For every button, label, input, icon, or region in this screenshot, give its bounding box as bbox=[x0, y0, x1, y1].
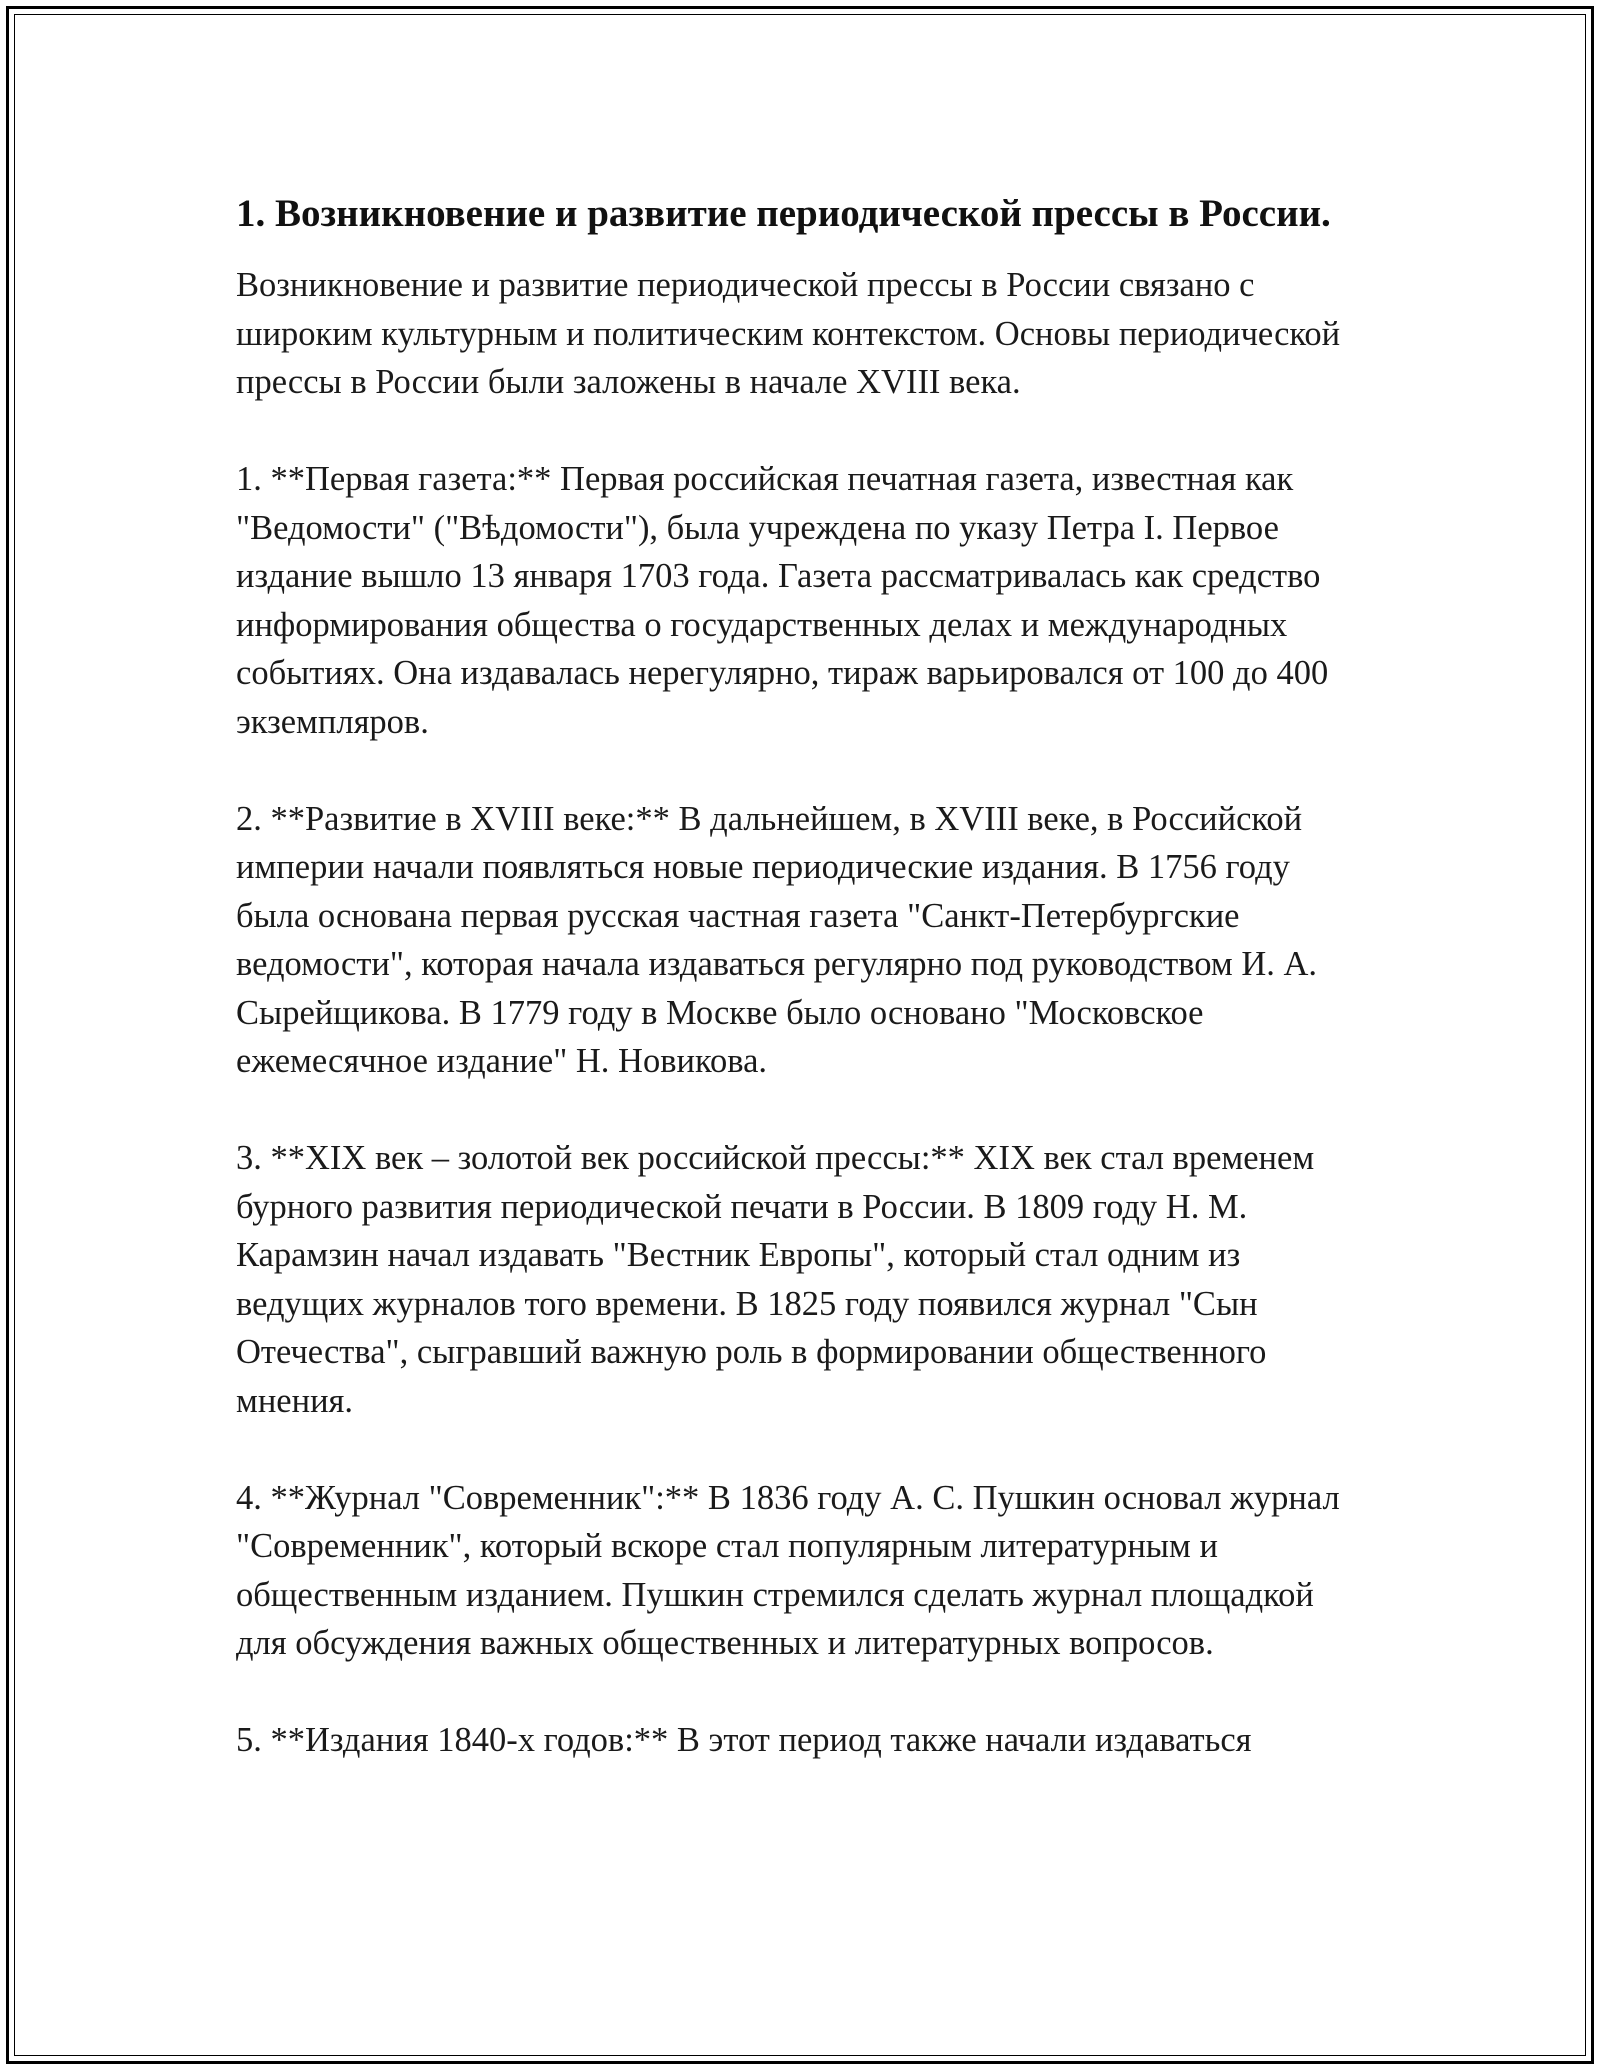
paragraph-1840s: 5. **Издания 1840-х годов:** В этот период также начали издаваться bbox=[236, 1721, 1252, 1759]
paragraph-18th-century: 2. **Развитие в XVIII веке:** В дальнейшем, в XVIII веке, в Российской империи начали появляться новые периодические издания. В 1756 году была основана первая русская частная газета "Санкт-Петербургские ведомости", которая начала издаваться регулярно под руководством И. А. Сырейщикова. В 1779 году в Москве было основано "Московское ежемесячное издание" Н. Новикова. bbox=[236, 799, 1318, 1080]
paragraph-first-newspaper: 1. **Первая газета:** Первая российская печатная газета, известная как "Ведомости" ("Вѣдомости"), была учреждена по указу Петра I. Первое издание вышло 13 января 1703 года. Газета рассматривалась как средство информирования общества о государственных делах и международных событиях. Она издавалась нерегулярно, тираж варьировался от 100 до 400 экземпляров. bbox=[236, 460, 1329, 741]
paragraph-19th-century: 3. **XIX век – золотой век российской прессы:** XIX век стал временем бурного развития периодической печати в России. В 1809 году Н. М. Карамзин начал издавать "Вестник Европы", который стал одним из ведущих журналов того времени. В 1825 году появился журнал "Сын Отечества", сыгравший важную роль в формировании общественного мнения. bbox=[236, 1139, 1315, 1420]
document-title: 1. Возникновение и развитие периодической прессы в России. bbox=[236, 192, 1331, 235]
document-body bbox=[236, 186, 1366, 1813]
paragraph-sovremennik: 4. **Журнал "Современник":** В 1836 году А. С. Пушкин основал журнал "Современник", который вскоре стал популярным литературным и общественным изданием. Пушкин стремился сделать журнал площадкой для обсуждения важных общественных и литературных вопросов. bbox=[236, 1478, 1340, 1662]
intro-paragraph: Возникновение и развитие периодической прессы в России связано с широким культурным и политическим контекстом. Основы периодической прессы в России были заложены в начале XVIII века. bbox=[236, 266, 1341, 401]
